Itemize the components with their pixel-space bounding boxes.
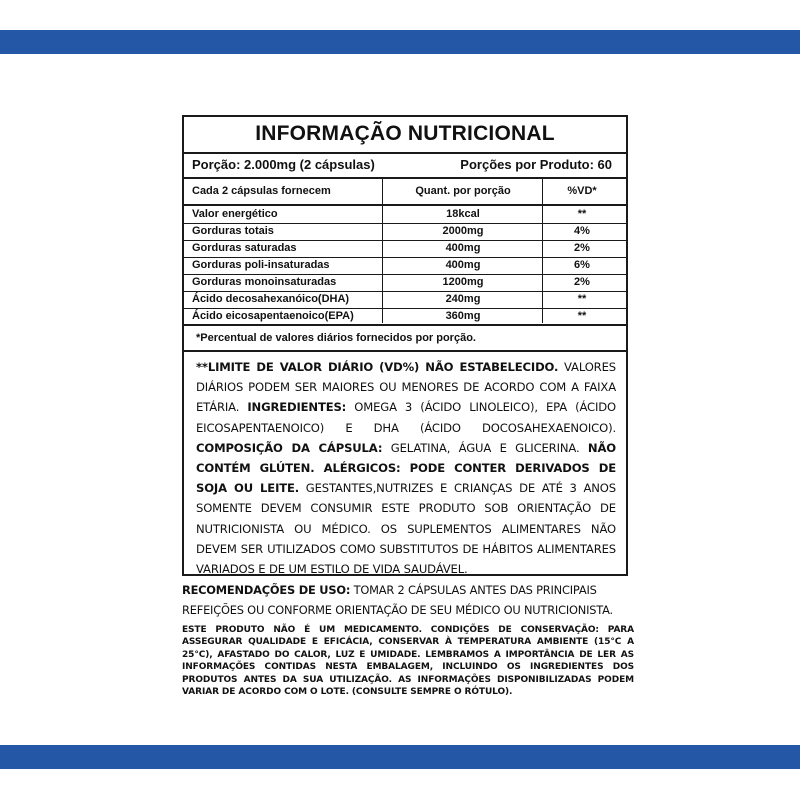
servings-per-product: Porções por Produto: 60	[460, 157, 612, 172]
nutrient-daily-value: **	[577, 310, 587, 322]
nutrient-name: Ácido eicosapentaenoico(EPA)	[192, 310, 354, 322]
nutrient-amount: 400mg	[445, 242, 481, 254]
portion-divider	[184, 177, 626, 179]
nutrient-name: Gorduras totais	[192, 225, 274, 237]
allergen-statement: ALÉRGICOS: PODE CONTER DERIVADOS DE SOJA OU LEITE.	[196, 461, 616, 496]
nutrient-amount: 18kcal	[446, 208, 480, 220]
top-blue-band	[0, 30, 800, 54]
portion-line	[192, 157, 612, 172]
nutrient-amount: 240mg	[445, 293, 481, 305]
nutrition-facts-panel	[182, 115, 628, 576]
allergen-ingredients-notice: **LIMITE DE VALOR DIÁRIO (VD%) NÃO ESTABELECIDO. VALORES DIÁRIOS PODEM SER MAIORES OU MENORES DE ACORDO COM A FAIXA ETÁRIA. INGREDIENTES: OMEGA 3 (ÁCIDO LINOLEICO), EPA (ÁCIDO EICOSAPENTAENOICO) E DHA (ÁCIDO DOCOSAHEXAENOICO). COMPOSIÇÃO DA CÁPSULA: GELATINA, ÁGUA E GLICERINA. NÃO CONTÉM GLÚTEN. ALÉRGICOS: PODE CONTER DERIVADOS DE SOJA OU LEITE. GESTANTES,NUTRIZES E CRIANÇAS DE ATÉ 3 ANOS SOMENTE DEVEM CONSUMIR ESTE PRODUTO SOB ORIENTAÇÃO DE NUTRICIONISTA OU MÉDICO. OS SUPLEMENTOS ALIMENTARES NÃO DEVEM SER UTILIZADOS COMO SUBSTITUTOS DE HÁBITOS ALIMENTARES VARIADOS E DE UM ESTILO DE VIDA SAUDÁVEL.	[196, 360, 617, 577]
nutrient-daily-value: 4%	[574, 225, 590, 237]
table-header	[192, 185, 626, 197]
table-row	[192, 223, 626, 240]
table-row	[192, 240, 626, 257]
table-row	[192, 274, 626, 291]
advice-text: GESTANTES,NUTRIZES E CRIANÇAS DE ATÉ 3 ANOS SOMENTE DEVEM CONSUMIR ESTE PRODUTO SOB ORIENTAÇÃO DE NUTRICIONISTA OU MÉDICO. OS SUPLEMENTOS ALIMENTARES NÃO DEVEM SER UTILIZADOS COMO SUBSTITUTOS DE HÁBITOS ALIMENTARES VARIADOS E DE UM ESTILO DE VIDA SAUDÁVEL.	[196, 481, 616, 577]
nutrient-daily-value: **	[577, 293, 587, 305]
limit-statement: **LIMITE DE VALOR DIÁRIO (VD%) NÃO ESTABELECIDO.	[196, 360, 559, 374]
nutrient-amount: 360mg	[445, 310, 481, 322]
nutrient-name: Gorduras saturadas	[192, 242, 297, 254]
title-divider	[184, 152, 626, 154]
nutrient-daily-value: 2%	[574, 242, 590, 254]
nutrient-daily-value: **	[577, 208, 587, 220]
nutrient-name: Valor energético	[192, 208, 278, 220]
nutrient-name: Gorduras poli-insaturadas	[192, 259, 330, 271]
ingredients-text: OMEGA 3 (ÁCIDO LINOLEICO), EPA (ÁCIDO EICOSAPENTAENOICO) E DHA (ÁCIDO DOCOSAHEXAENOICO).	[196, 400, 617, 435]
bottom-blue-band	[0, 745, 800, 769]
nutrient-name: Gorduras monoinsaturadas	[192, 276, 337, 288]
daily-value-footnote: *Percentual de valores diários fornecidos por porção.	[196, 332, 476, 344]
column-header: Quant. por porção	[415, 185, 511, 197]
recommendation-label: RECOMENDAÇÕES DE USO:	[182, 583, 351, 597]
nutrient-amount: 400mg	[445, 259, 481, 271]
nutrient-amount: 1200mg	[442, 276, 484, 288]
recommendation-text: TOMAR 2 CÁPSULAS ANTES DAS PRINCIPAIS REFEIÇÕES OU CONFORME ORIENTAÇÃO DE SEU MÉDICO OU NUTRICIONISTA.	[182, 583, 613, 617]
column-header: Cada 2 cápsulas fornecem	[192, 185, 331, 197]
nutrient-name: Ácido decosahexanóico(DHA)	[192, 293, 350, 305]
column-header: %VD*	[567, 185, 597, 197]
usage-recommendation	[182, 580, 638, 620]
ingredients-label: INGREDIENTES:	[247, 400, 347, 415]
legal-disclaimer: ESTE PRODUTO NÃO É UM MEDICAMENTO. CONDIÇÕES DE CONSERVAÇÃO: PARA ASSEGURAR QUALIDADE E EFICÁCIA, CONSERVAR À TEMPERATURA AMBIENTE (15°C A 25°C), AFASTADO DO CALOR, LUZ E UMIDADE. LEMBRAMOS A IMPORTÂNCIA DE LER AS INFORMAÇÕES CONTIDAS NESTA EMBALAGEM, INCLUINDO OS INGREDIENTES DOS PRODUTOS ANTES DA SUA UTILIZAÇÃO. AS INFORMAÇÕES DISPONIBILIZADAS PODEM VARIAR DE ACORDO COM O LOTE. (CONSULTE SEMPRE O RÓTULO).	[182, 625, 634, 698]
table-row	[192, 308, 626, 325]
table-row	[192, 206, 626, 223]
footnote-divider	[184, 350, 626, 352]
nutrient-daily-value: 6%	[574, 259, 590, 271]
gluten-statement: NÃO CONTÉM GLÚTEN.	[196, 440, 616, 476]
table-row	[192, 291, 626, 308]
nutrient-amount: 2000mg	[442, 225, 484, 237]
serving-size: Porção: 2.000mg (2 cápsulas)	[192, 157, 375, 172]
table-bottom-divider	[184, 324, 626, 326]
capsule-label: COMPOSIÇÃO DA CÁPSULA:	[196, 440, 383, 455]
table-row	[192, 257, 626, 274]
capsule-text: GELATINA, ÁGUA E GLICERINA.	[382, 440, 588, 455]
panel-title: INFORMAÇÃO NUTRICIONAL	[255, 122, 555, 145]
nutrient-daily-value: 2%	[574, 276, 590, 288]
